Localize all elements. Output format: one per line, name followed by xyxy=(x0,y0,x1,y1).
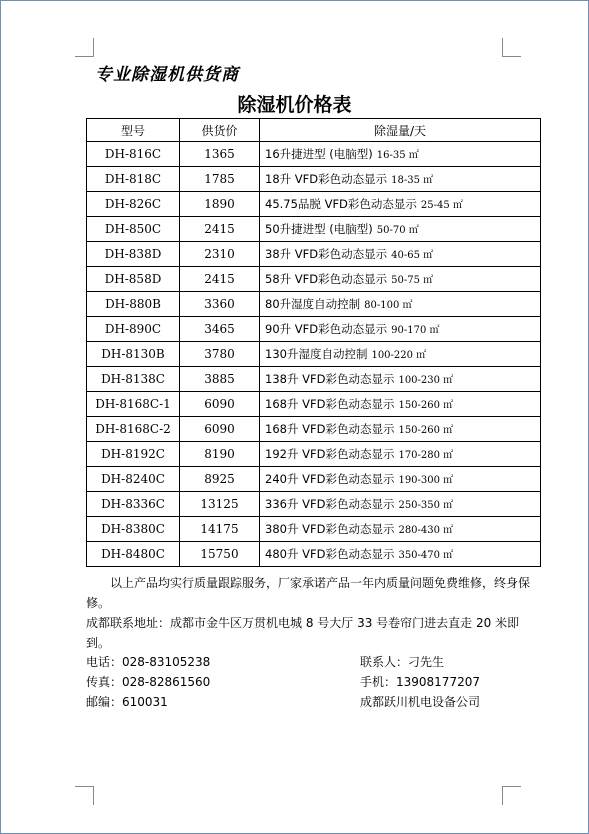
cell-desc xyxy=(260,367,541,392)
page-title: 除湿机价格表 xyxy=(237,94,352,116)
cell-model: DH-8168C-1 xyxy=(87,392,180,417)
area-range: 16-35 ㎡ xyxy=(376,150,419,161)
cell-model: DH-818C xyxy=(87,167,180,192)
area-range: 150-260 ㎡ xyxy=(398,425,454,436)
warranty-note: 以上产品均实行质量跟踪服务，厂家承诺产品一年内质量问题免费维修，终身保修。 xyxy=(86,576,531,610)
cell-desc xyxy=(260,167,541,192)
desc-text: 90升 VFD彩色动态显示 xyxy=(265,322,388,336)
cell-model: DH-826C xyxy=(87,192,180,217)
desc-text: 240升 VFD彩色动态显示 xyxy=(265,472,395,486)
cell-price: 3885 xyxy=(180,367,260,392)
cell-price: 1785 xyxy=(180,167,260,192)
table-row xyxy=(87,542,541,567)
desc-text: 138升 VFD彩色动态显示 xyxy=(265,372,395,386)
crop-mark-top-left xyxy=(75,38,94,57)
cell-price: 2415 xyxy=(180,217,260,242)
area-range: 40-65 ㎡ xyxy=(391,250,434,261)
cell-model: DH-890C xyxy=(87,317,180,342)
cell-model: DH-850C xyxy=(87,217,180,242)
area-range: 190-300 ㎡ xyxy=(398,475,454,486)
header-price: 供货价 xyxy=(180,119,260,142)
desc-text: 168升 VFD彩色动态显示 xyxy=(265,422,395,436)
cell-price: 3465 xyxy=(180,317,260,342)
table-row xyxy=(87,292,541,317)
mobile: 手机：13908177207 xyxy=(360,675,480,689)
cell-desc xyxy=(260,442,541,467)
desc-text: 50升捷进型 (电脑型) xyxy=(265,222,373,236)
cell-price: 3360 xyxy=(180,292,260,317)
contact-person: 联系人：刁先生 xyxy=(360,655,445,669)
table-row xyxy=(87,467,541,492)
area-range: 90-170 ㎡ xyxy=(391,325,440,336)
cell-model: DH-8168C-2 xyxy=(87,417,180,442)
cell-model: DH-838D xyxy=(87,242,180,267)
cell-desc xyxy=(260,242,541,267)
cell-model: DH-8240C xyxy=(87,467,180,492)
area-range: 80-100 ㎡ xyxy=(364,300,413,311)
table-row xyxy=(87,392,541,417)
cell-price: 2310 xyxy=(180,242,260,267)
cell-model: DH-816C xyxy=(87,142,180,167)
cell-model: DH-8192C xyxy=(87,442,180,467)
table-row xyxy=(87,167,541,192)
area-range: 100-230 ㎡ xyxy=(398,375,454,386)
desc-text: 192升 VFD彩色动态显示 xyxy=(265,447,395,461)
cell-price: 3780 xyxy=(180,342,260,367)
cell-price: 14175 xyxy=(180,517,260,542)
desc-text: 16升捷进型 (电脑型) xyxy=(265,147,373,161)
area-range: 25-45 ㎡ xyxy=(420,200,463,211)
price-table xyxy=(86,118,541,567)
table-row xyxy=(87,242,541,267)
header-model: 型号 xyxy=(87,119,180,142)
crop-mark-top-right xyxy=(502,38,521,57)
postcode: 邮编：610031 xyxy=(86,695,168,709)
desc-text: 168升 VFD彩色动态显示 xyxy=(265,397,395,411)
cell-model: DH-8380C xyxy=(87,517,180,542)
area-range: 50-75 ㎡ xyxy=(391,275,434,286)
cell-desc xyxy=(260,342,541,367)
table-row xyxy=(87,417,541,442)
cell-price: 8190 xyxy=(180,442,260,467)
area-range: 150-260 ㎡ xyxy=(398,400,454,411)
table-row xyxy=(87,142,541,167)
cell-model: DH-8138C xyxy=(87,367,180,392)
cell-price: 8925 xyxy=(180,467,260,492)
cell-model: DH-8480C xyxy=(87,542,180,567)
area-range: 170-280 ㎡ xyxy=(398,450,454,461)
cell-price: 6090 xyxy=(180,392,260,417)
cell-desc xyxy=(260,317,541,342)
area-range: 50-70 ㎡ xyxy=(376,225,419,236)
cell-desc xyxy=(260,392,541,417)
cell-model: DH-880B xyxy=(87,292,180,317)
cell-desc xyxy=(260,217,541,242)
cell-model: DH-858D xyxy=(87,267,180,292)
cell-desc xyxy=(260,467,541,492)
table-row xyxy=(87,217,541,242)
cell-model: DH-8336C xyxy=(87,492,180,517)
phone: 电话：028-83105238 xyxy=(86,655,211,669)
desc-text: 80升湿度自动控制 xyxy=(265,297,361,311)
table-header-row xyxy=(87,119,541,142)
area-range: 350-470 ㎡ xyxy=(398,550,454,561)
cell-price: 1890 xyxy=(180,192,260,217)
cell-desc xyxy=(260,417,541,442)
table-row xyxy=(87,317,541,342)
area-range: 250-350 ㎡ xyxy=(398,500,454,511)
table-row xyxy=(87,192,541,217)
cell-desc xyxy=(260,517,541,542)
desc-text: 130升湿度自动控制 xyxy=(265,347,368,361)
desc-text: 45.75品脱 VFD彩色动态显示 xyxy=(265,197,417,211)
desc-text: 58升 VFD彩色动态显示 xyxy=(265,272,388,286)
table-row xyxy=(87,367,541,392)
table-row xyxy=(87,342,541,367)
cell-price: 6090 xyxy=(180,417,260,442)
price-table-body xyxy=(87,142,541,567)
area-range: 100-220 ㎡ xyxy=(371,350,427,361)
cell-desc xyxy=(260,267,541,292)
cell-price: 15750 xyxy=(180,542,260,567)
area-range: 280-430 ㎡ xyxy=(398,525,454,536)
cell-desc xyxy=(260,292,541,317)
cell-desc xyxy=(260,492,541,517)
table-row xyxy=(87,442,541,467)
header-desc: 除湿量/天 xyxy=(260,119,541,142)
area-range: 18-35 ㎡ xyxy=(391,175,434,186)
table-row xyxy=(87,267,541,292)
address: 成都联系地址：成都市金牛区万贯机电城 8 号大厅 33 号卷帘门进去直走 20 米即到。 xyxy=(86,616,520,650)
desc-text: 38升 VFD彩色动态显示 xyxy=(265,247,388,261)
company-name: 成都跃川机电设备公司 xyxy=(360,695,481,709)
cell-desc xyxy=(260,142,541,167)
desc-text: 336升 VFD彩色动态显示 xyxy=(265,497,395,511)
cell-desc xyxy=(260,542,541,567)
table-row xyxy=(87,517,541,542)
cell-price: 2415 xyxy=(180,267,260,292)
crop-mark-bottom-right xyxy=(502,786,521,805)
cell-desc xyxy=(260,192,541,217)
desc-text: 18升 VFD彩色动态显示 xyxy=(265,172,388,186)
fax: 传真：028-82861560 xyxy=(86,675,211,689)
cell-price: 1365 xyxy=(180,142,260,167)
cell-price: 13125 xyxy=(180,492,260,517)
cell-model: DH-8130B xyxy=(87,342,180,367)
desc-text: 480升 VFD彩色动态显示 xyxy=(265,547,395,561)
crop-mark-bottom-left xyxy=(75,786,94,805)
desc-text: 380升 VFD彩色动态显示 xyxy=(265,522,395,536)
table-row xyxy=(87,492,541,517)
slogan: 专业除湿机供货商 xyxy=(95,65,239,85)
